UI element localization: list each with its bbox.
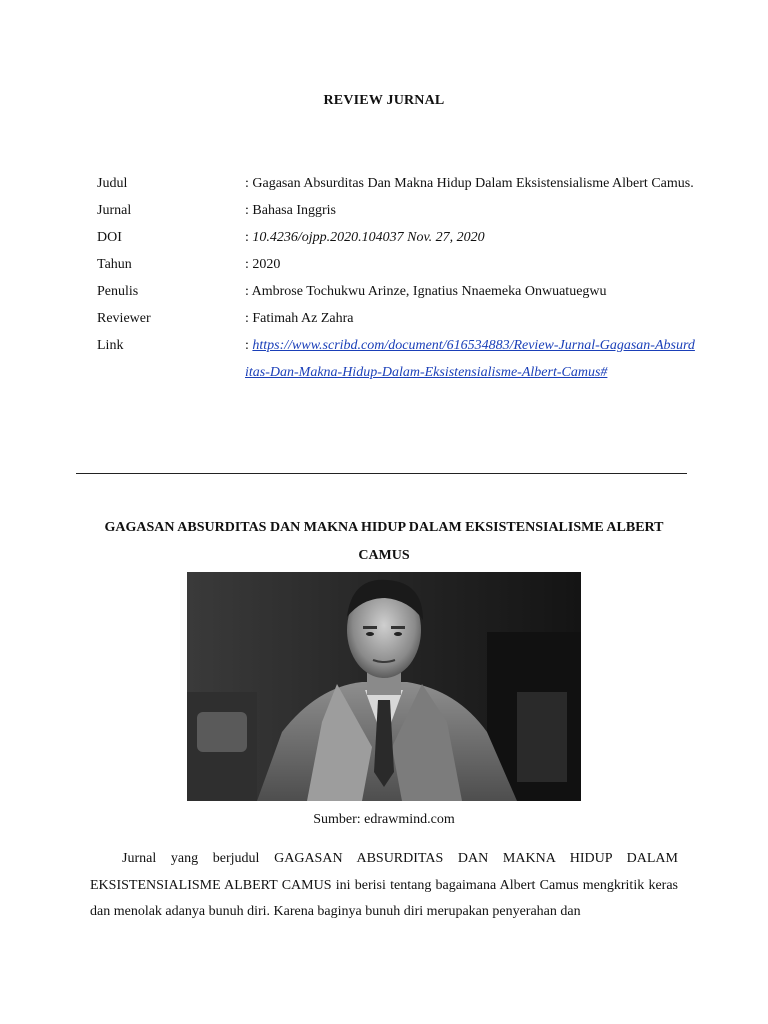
meta-link-prefix: : (245, 338, 253, 353)
meta-label-penulis: Penulis (97, 284, 139, 299)
meta-value-judul: : Gagasan Absurditas Dan Makna Hidup Dalam Eksistensialisme Albert Camus. (245, 176, 694, 191)
meta-row-judul (97, 170, 697, 197)
meta-label-tahun: Tahun (97, 257, 132, 272)
meta-label-judul: Judul (97, 176, 128, 191)
meta-label-doi: DOI (97, 230, 122, 245)
body-paragraph: Jurnal yang berjudul GAGASAN ABSURDITAS DAN MAKNA HIDUP DALAM EKSISTENSIALISME ALBERT CAMUS ini berisi tentang bagaimana Albert Camus mengkritik keras dan menolak adanya bunuh diri. Karena baginya bunuh diri merupakan penyerahan dan (90, 851, 678, 919)
meta-label-jurnal: Jurnal (97, 203, 132, 218)
meta-doi-prefix: : (245, 230, 253, 245)
meta-doi-text: 10.4236/ojpp.2020.104037 Nov. 27, 2020 (252, 230, 485, 245)
meta-value-reviewer: : Fatimah Az Zahra (245, 311, 354, 326)
meta-label-reviewer: Reviewer (97, 311, 151, 326)
article-title: GAGASAN ABSURDITAS DAN MAKNA HIDUP DALAM EKSISTENSIALISME ALBERT CAMUS (104, 520, 664, 563)
meta-value-jurnal: : Bahasa Inggris (245, 203, 336, 218)
portrait-photo (187, 572, 581, 801)
meta-value-link (245, 332, 697, 386)
meta-row-jurnal (97, 197, 697, 224)
meta-value-doi (245, 224, 697, 251)
meta-label-link: Link (97, 338, 124, 353)
horizontal-divider (76, 473, 687, 474)
metadata-table (97, 170, 697, 386)
source-link[interactable]: https://www.scribd.com/document/616534883/Review-Jurnal-Gagasan-Absurditas-Dan-Makna-Hidup-Dalam-Eksistensialisme-Albert-Camus# (245, 338, 695, 380)
meta-row-link (97, 332, 697, 386)
meta-value-tahun: : 2020 (245, 257, 281, 272)
meta-value-penulis: : Ambrose Tochukwu Arinze, Ignatius Nnaemeka Onwuatuegwu (245, 284, 607, 299)
meta-row-penulis (97, 278, 697, 305)
photo-caption: Sumber: edrawmind.com (313, 812, 455, 827)
meta-row-reviewer (97, 305, 697, 332)
meta-row-doi (97, 224, 697, 251)
document-title: REVIEW JURNAL (323, 93, 445, 108)
meta-row-tahun (97, 251, 697, 278)
